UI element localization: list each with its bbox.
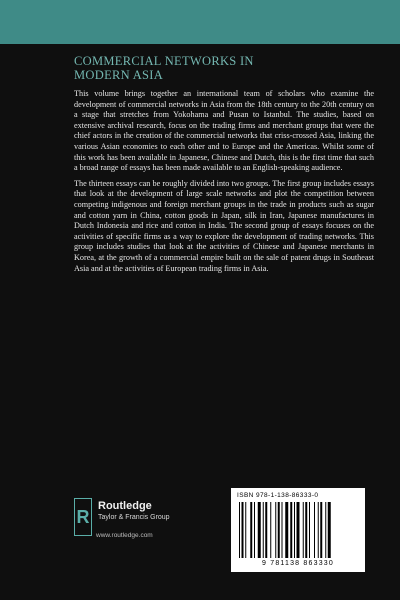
title-line-2: MODERN ASIA [74,68,164,82]
routledge-logo-icon: R [74,498,92,536]
barcode-bars-icon [239,502,357,558]
title-line-1: COMMERCIAL NETWORKS IN [74,54,254,68]
publisher-name: Routledge [98,500,152,512]
barcode-panel [231,488,365,572]
book-title [74,54,364,82]
publisher-group: Taylor & Francis Group [98,514,170,521]
isbn-text: ISBN 978-1-138-86333-0 [237,492,319,499]
top-color-band [0,0,400,44]
publisher-website: www.routledge.com [96,532,153,539]
description-paragraph-1: This volume brings together an international team of scholars who examine the development of commercial networks in Asia from the 18th century to the 20th century on a stage that stretches from Yokohama and Pusan to Istanbul. The studies, based on extensive archival research, focus on the trading firms and merchant groups that were the chief actors in the creation of the commercial networks that criss-crossed Asia, linking the various Asian economies to each other and to Europe and the Americas. Whilst some of this work has been available in Japanese, Chinese and Dutch, this is the first time that such a broad range of essays has been made available to an English-speaking audience. [74,89,374,173]
publisher-logo [74,498,204,548]
back-cover-description [74,89,374,279]
barcode-number: 9 781138 863330 [262,560,334,567]
description-paragraph-2: The thirteen essays can be roughly divided into two groups. The first group includes essays that look at the development of large scale networks and plot the competition between competing indigenous and foreign merchant groups in the trade in products such as sugar and cotton yarn in China, cotton goods in Japan, silk in Iran, Japanese manufactures in Dutch Indonesia and rice and cotton in India. The second group of essays focuses on the activities of specific firms as a way to explore the development of trading networks. This group includes studies that look at the activities of Chinese and Japanese merchants in Korea, at the growth of a commercial empire built on the sale of patent drugs in Southeast Asia and at the activities of European trading firms in Asia. [74,178,374,273]
